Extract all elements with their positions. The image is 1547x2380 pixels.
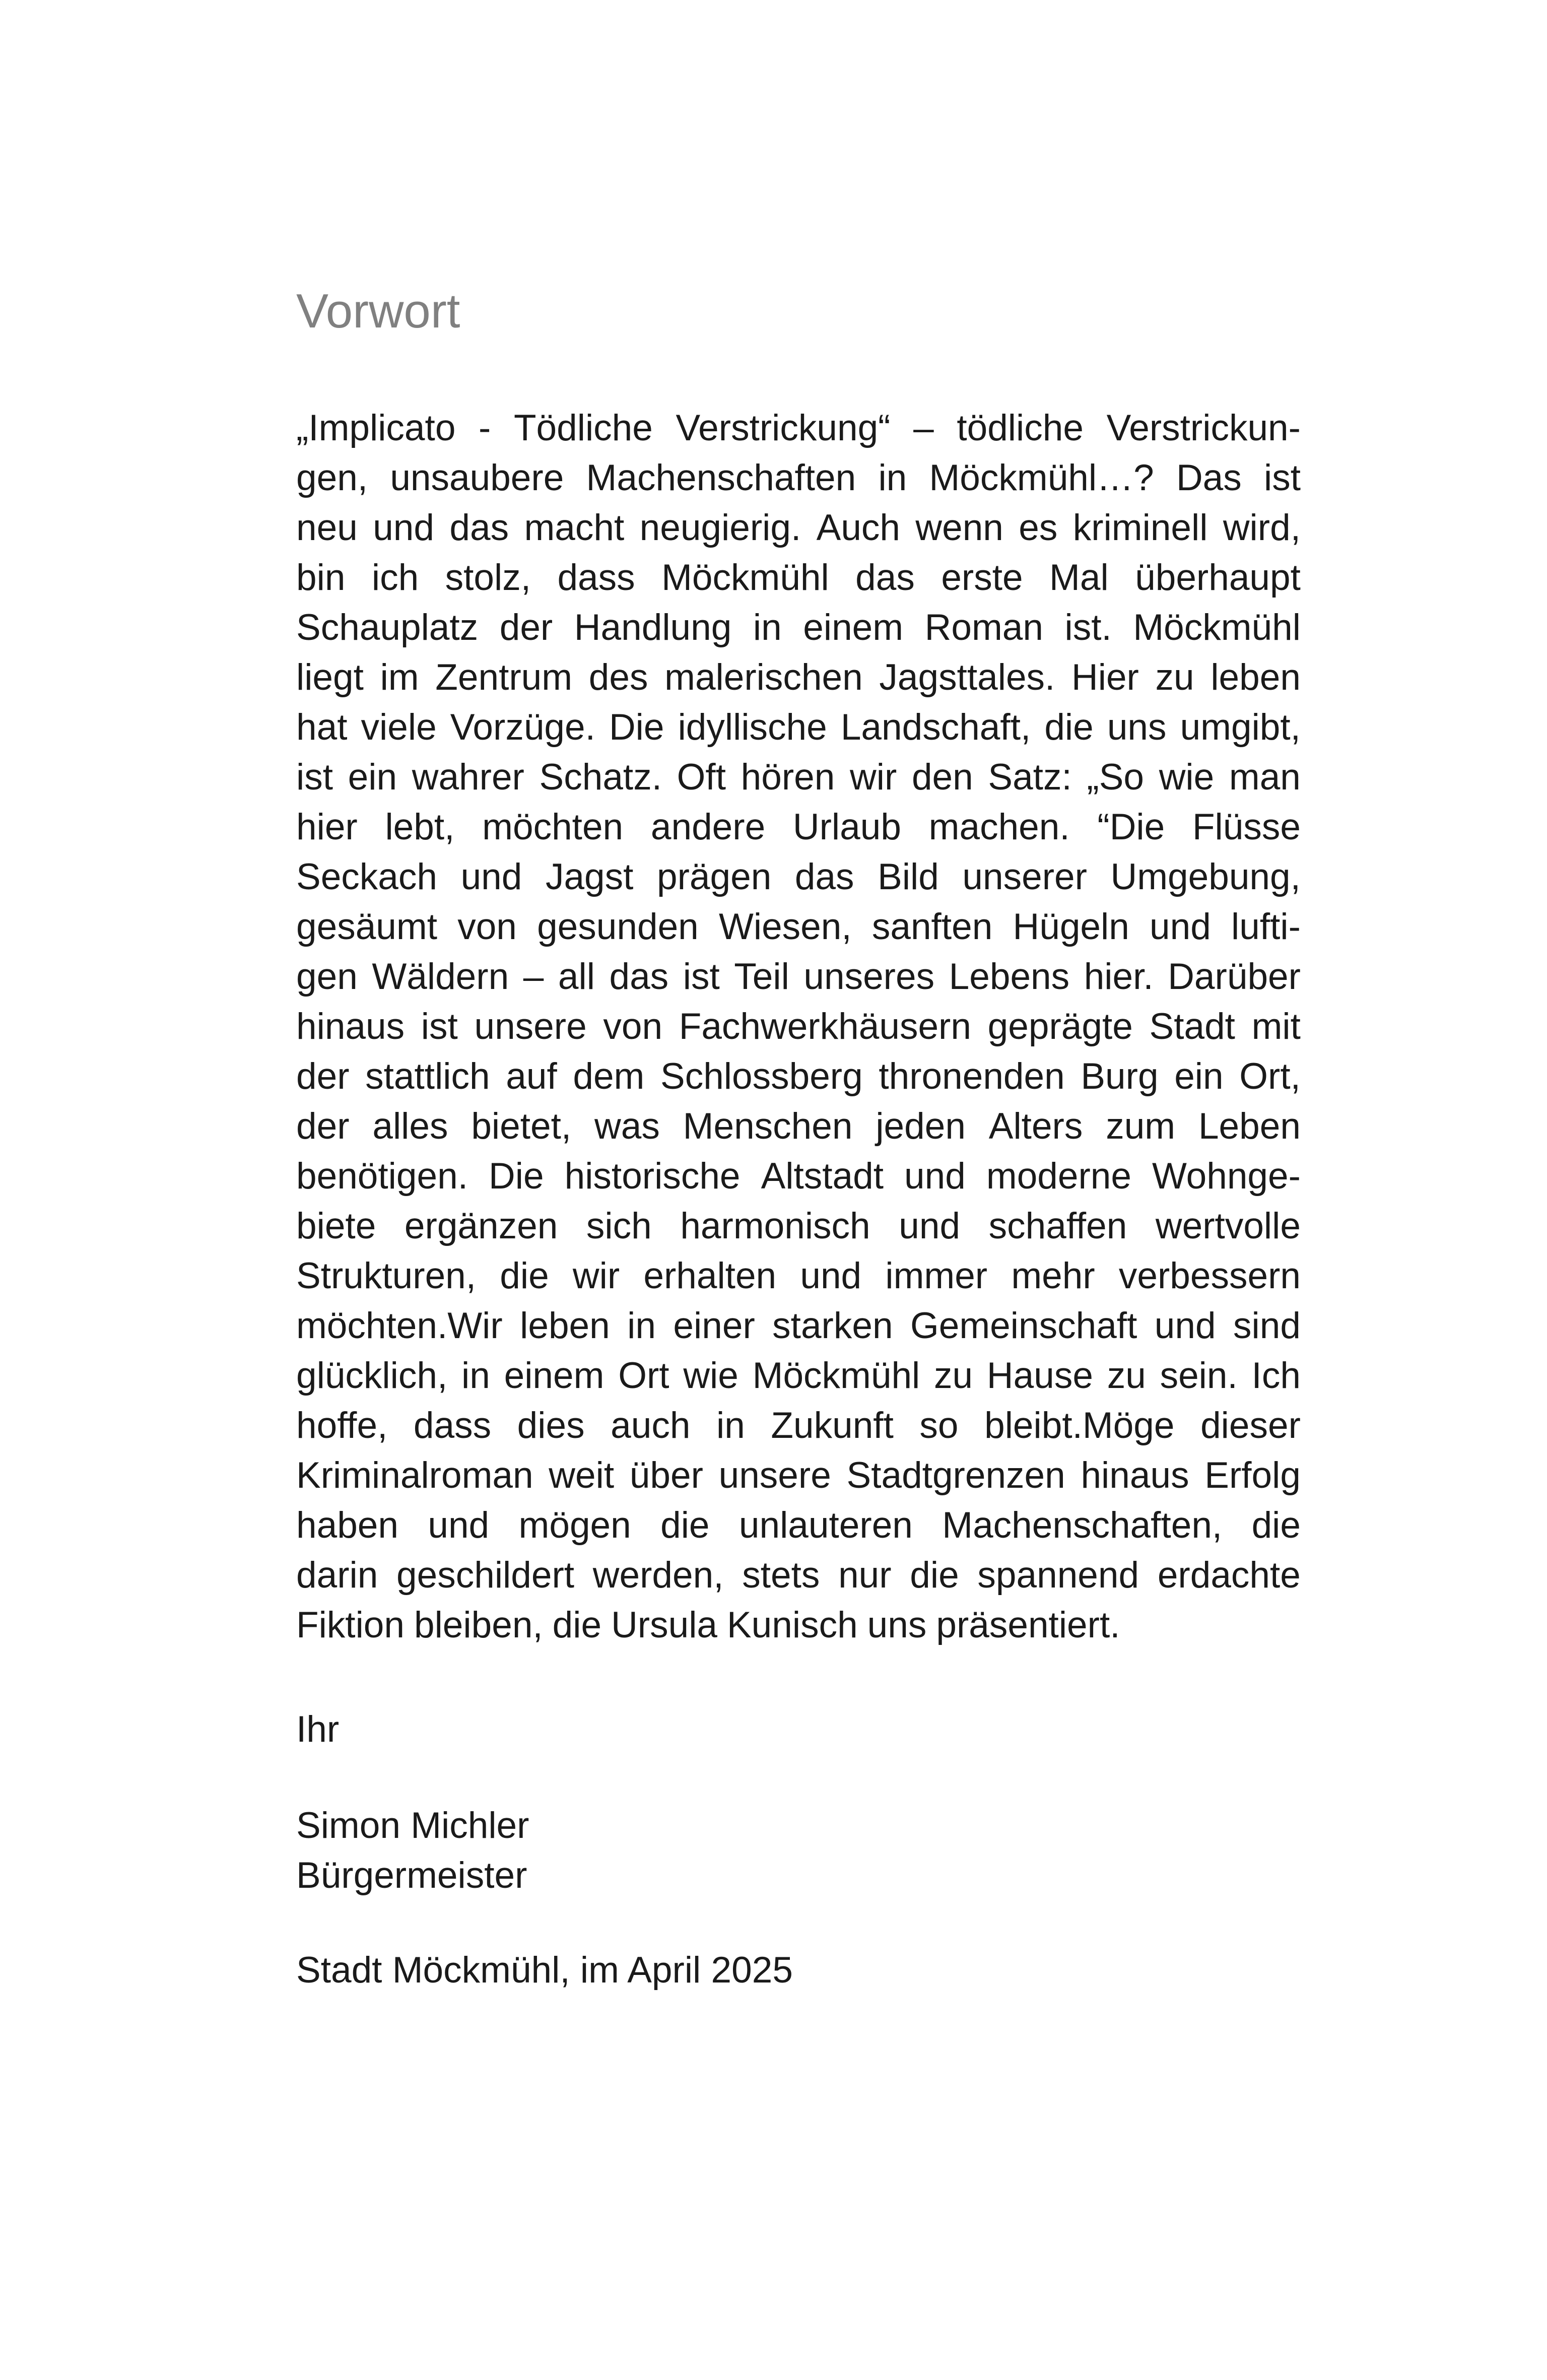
paragraph-word: Kriminalroman (296, 1455, 533, 1496)
paragraph-word: hören (741, 757, 835, 798)
paragraph-word: darin (296, 1555, 378, 1596)
paragraph-word: viele (361, 707, 437, 748)
paragraph-word: sanften (871, 906, 993, 947)
paragraph-line (296, 1550, 1301, 1600)
paragraph-word: und (904, 1156, 966, 1197)
paragraph-word: thronenden (879, 1056, 1065, 1097)
paragraph-word: gen (296, 956, 358, 997)
paragraph-word: das (794, 856, 854, 897)
paragraph-line (296, 1002, 1301, 1051)
paragraph-word: lebt, (385, 807, 455, 847)
paragraph-word: „Implicato (296, 408, 456, 448)
paragraph-word: ich (371, 557, 419, 598)
paragraph-word: Die (609, 707, 664, 748)
paragraph-word: Menschen (683, 1106, 853, 1147)
paragraph-word: starken (772, 1305, 893, 1346)
paragraph-word: sein. (1160, 1355, 1238, 1396)
paragraph-word: zu (1155, 657, 1194, 698)
paragraph-word: die (1251, 1505, 1301, 1546)
paragraph-word: der (499, 607, 553, 648)
paragraph-word: erdachte (1157, 1555, 1301, 1596)
paragraph-word: Möckmühl (661, 557, 829, 598)
paragraph-line (296, 603, 1301, 652)
paragraph-word: uns (1107, 707, 1167, 748)
paragraph-word: “Die (1097, 807, 1165, 847)
paragraph-word: geschildert (396, 1555, 575, 1596)
paragraph-word: Ich (1251, 1355, 1301, 1396)
paragraph-word: liegt (296, 657, 364, 698)
paragraph-word: zu (1107, 1355, 1146, 1396)
paragraph-word: ergänzen (404, 1206, 558, 1246)
paragraph-word: einer (673, 1305, 755, 1346)
paragraph-word: erste (941, 557, 1023, 598)
paragraph-word: Hügeln (1013, 906, 1129, 947)
paragraph-word: ist (683, 956, 720, 997)
paragraph-word: machen. (928, 807, 1070, 847)
paragraph-word: Darüber (1168, 956, 1301, 997)
paragraph-word: verbessern (1118, 1255, 1301, 1296)
paragraph-word: Handlung (574, 607, 732, 648)
paragraph-word: nur (838, 1555, 892, 1596)
paragraph-word: Auch (816, 507, 901, 548)
paragraph-word: uns (867, 1605, 927, 1645)
paragraph-word: Umgebung, (1110, 856, 1301, 897)
paragraph-word: wenn (915, 507, 1003, 548)
paragraph-word: moderne (986, 1156, 1132, 1197)
paragraph-word: und (460, 856, 522, 897)
paragraph-word: Ort, (1239, 1056, 1301, 1097)
paragraph-word: Wäldern (372, 956, 509, 997)
paragraph-word: Möckmühl…? (929, 457, 1154, 498)
paragraph-word: Stadtgrenzen (846, 1455, 1065, 1496)
paragraph-word: Leben (1198, 1106, 1301, 1147)
paragraph-line (296, 503, 1301, 553)
signer-title: Bürgermeister (296, 1855, 527, 1896)
paragraph-word: Ort (618, 1355, 669, 1396)
paragraph-word: hat (296, 707, 348, 748)
paragraph-word: Seckach (296, 856, 437, 897)
paragraph-word: stets (742, 1555, 820, 1596)
paragraph-word: unlauteren (738, 1505, 913, 1546)
paragraph-word: und (899, 1206, 961, 1246)
paragraph-word: ein (1174, 1056, 1224, 1097)
paragraph-word: benötigen. (296, 1156, 468, 1197)
paragraph-word: Zukunft (771, 1405, 894, 1446)
paragraph-word: malerischen (664, 657, 863, 698)
paragraph-word: auch (611, 1405, 691, 1446)
paragraph-word: bleiben, (414, 1605, 543, 1645)
paragraph-line (296, 1450, 1301, 1500)
paragraph-word: sind (1233, 1305, 1301, 1346)
paragraph-word: hier. (1084, 956, 1154, 997)
paragraph-word: Burg (1081, 1056, 1159, 1097)
paragraph-line (296, 802, 1301, 852)
paragraph-word: harmonisch (680, 1206, 870, 1246)
paragraph-word: das (449, 507, 509, 548)
paragraph-word: Mal (1049, 557, 1109, 598)
paragraph-line (296, 852, 1301, 902)
paragraph-word: all (558, 956, 595, 997)
paragraph-line (296, 1051, 1301, 1101)
paragraph-word: ist. (1064, 607, 1112, 648)
paragraph-word: mehr (1011, 1255, 1095, 1296)
paragraph-word: in (627, 1305, 656, 1346)
paragraph-line (296, 1351, 1301, 1401)
paragraph-word: die (500, 1255, 549, 1296)
paragraph-word: Landschaft, (840, 707, 1031, 748)
paragraph-line (296, 902, 1301, 952)
paragraph-line (296, 1401, 1301, 1450)
paragraph-word: der (296, 1056, 350, 1097)
paragraph-word: ist (296, 757, 333, 798)
paragraph-word: Alters (988, 1106, 1083, 1147)
paragraph-word: Wohnge- (1152, 1156, 1301, 1197)
paragraph-word: Schatz. (539, 757, 662, 798)
signer-name: Simon Michler (296, 1805, 529, 1846)
paragraph-word: Machenschaften (586, 457, 856, 498)
paragraph-word: Satz: (988, 757, 1072, 798)
paragraph-word: in (753, 607, 782, 648)
paragraph-word: Roman (924, 607, 1043, 648)
paragraph-word: Altstadt (761, 1156, 884, 1197)
paragraph-word: Gemeinschaft (910, 1305, 1137, 1346)
paragraph-word: Hier (1071, 657, 1139, 698)
closing-greeting: Ihr (296, 1709, 340, 1750)
paragraph-word: hoffe, (296, 1405, 388, 1446)
paragraph-word: Machenschaften, (942, 1505, 1223, 1546)
paragraph-word: mögen (518, 1505, 631, 1546)
paragraph-word: biete (296, 1206, 376, 1246)
paragraph-word: stattlich (365, 1056, 490, 1097)
paragraph-word: und (1154, 1305, 1216, 1346)
paragraph-word: und (373, 507, 434, 548)
paragraph-word: Fachwerkhäusern (679, 1006, 971, 1047)
paragraph-word: das (855, 557, 915, 598)
paragraph-line (296, 1301, 1301, 1351)
paragraph-word: Jagsttales. (879, 657, 1055, 698)
paragraph-line (296, 1251, 1301, 1301)
paragraph-word: ein (348, 757, 397, 798)
paragraph-word: Teil (734, 956, 789, 997)
paragraph-line (296, 652, 1301, 702)
paragraph-word: von (457, 906, 517, 947)
paragraph-word: alles (372, 1106, 448, 1147)
paragraph-word: immer (885, 1255, 988, 1296)
paragraph-word: unsere (718, 1455, 831, 1496)
paragraph-line (296, 403, 1301, 453)
paragraph-word: unsere (474, 1006, 587, 1047)
paragraph-word: haben (296, 1505, 398, 1546)
paragraph-word: zu (934, 1355, 973, 1396)
paragraph-word: unseres (803, 956, 935, 997)
paragraph-word: Die (489, 1156, 544, 1197)
paragraph-word: gesäumt (296, 906, 437, 947)
paragraph-word: bietet, (471, 1106, 572, 1147)
paragraph-word: Zentrum (435, 657, 573, 698)
paragraph-word: in (461, 1355, 490, 1396)
paragraph-word: Wiesen, (718, 906, 852, 947)
paragraph-word: idyllische (678, 707, 827, 748)
paragraph-word: möchten.Wir (296, 1305, 503, 1346)
paragraph-word: spannend (977, 1555, 1139, 1596)
foreword-paragraph (296, 403, 1301, 1650)
paragraph-word: Vorzüge. (450, 707, 595, 748)
paragraph-word: und (428, 1505, 490, 1546)
paragraph-word: der (296, 1106, 350, 1147)
paragraph-word: Fiktion (296, 1605, 405, 1645)
paragraph-word: Oft (677, 757, 726, 798)
paragraph-word: sich (586, 1206, 652, 1246)
paragraph-word: das (609, 956, 669, 997)
paragraph-word: und (800, 1255, 862, 1296)
paragraph-line (296, 1600, 1301, 1650)
paragraph-word: auf (506, 1056, 557, 1097)
paragraph-word: Das (1176, 457, 1242, 498)
paragraph-word: so (919, 1405, 959, 1446)
paragraph-word: Urlaub (792, 807, 901, 847)
paragraph-word: Schauplatz (296, 607, 479, 648)
paragraph-word: werden, (592, 1555, 724, 1596)
place-and-date: Stadt Möckmühl, im April 2025 (296, 1950, 793, 1991)
paragraph-word: hier (296, 807, 358, 847)
paragraph-word: wertvolle (1155, 1206, 1301, 1246)
paragraph-word: die (660, 1505, 710, 1546)
paragraph-word: wie (683, 1355, 738, 1396)
paragraph-word: die (910, 1555, 959, 1596)
paragraph-word: über (629, 1455, 703, 1496)
paragraph-word: jeden (876, 1106, 966, 1147)
paragraph-word: bin (296, 557, 346, 598)
paragraph-word: von (603, 1006, 663, 1047)
paragraph-word: weit (549, 1455, 615, 1496)
paragraph-word: überhaupt (1135, 557, 1301, 598)
paragraph-word: umgibt, (1180, 707, 1301, 748)
paragraph-word: Flüsse (1192, 807, 1301, 847)
page-heading: Vorwort (296, 284, 460, 338)
paragraph-word: Möckmühl (1133, 607, 1301, 648)
paragraph-line (296, 952, 1301, 1002)
paragraph-word: die (552, 1605, 602, 1645)
paragraph-word: in (878, 457, 907, 498)
paragraph-word: gen, (296, 457, 368, 498)
paragraph-word: den (911, 757, 973, 798)
paragraph-word: Jagst (545, 856, 634, 897)
paragraph-word: Möckmühl (752, 1355, 920, 1396)
paragraph-word: Bild (878, 856, 939, 897)
paragraph-word: man (1229, 757, 1301, 798)
paragraph-word: ist (421, 1006, 458, 1047)
paragraph-word: es (1019, 507, 1058, 548)
paragraph-word: wie (1159, 757, 1215, 798)
paragraph-word: – (913, 408, 934, 448)
paragraph-word: was (594, 1106, 660, 1147)
paragraph-line (296, 553, 1301, 603)
paragraph-word: die (1044, 707, 1094, 748)
paragraph-word: präsentiert. (936, 1605, 1120, 1645)
paragraph-word: stolz, (445, 557, 531, 598)
paragraph-word: historische (564, 1156, 741, 1197)
paragraph-word: Erfolg (1204, 1455, 1301, 1496)
paragraph-word: Verstrickun- (1106, 408, 1301, 448)
paragraph-word: geprägte (987, 1006, 1133, 1047)
paragraph-word: leben (520, 1305, 610, 1346)
paragraph-word: dem (573, 1056, 645, 1097)
paragraph-word: zum (1106, 1106, 1176, 1147)
paragraph-word: mit (1251, 1006, 1301, 1047)
paragraph-word: glücklich, (296, 1355, 448, 1396)
paragraph-word: in (716, 1405, 745, 1446)
paragraph-word: im (380, 657, 419, 698)
paragraph-word: macht (524, 507, 625, 548)
paragraph-word: schaffen (988, 1206, 1127, 1246)
paragraph-line (296, 1500, 1301, 1550)
paragraph-word: des (588, 657, 648, 698)
paragraph-word: wahrer (412, 757, 524, 798)
paragraph-line (296, 752, 1301, 802)
paragraph-word: einem (504, 1355, 604, 1396)
paragraph-word: leben (1210, 657, 1301, 698)
paragraph-word: – (523, 956, 544, 997)
paragraph-word: lufti- (1231, 906, 1301, 947)
paragraph-word: Schlossberg (660, 1056, 863, 1097)
paragraph-word: dass (557, 557, 635, 598)
paragraph-word: Lebens (949, 956, 1070, 997)
paragraph-word: Kunisch (726, 1605, 858, 1645)
paragraph-word: neugierig. (639, 507, 801, 548)
paragraph-word: Hause (986, 1355, 1093, 1396)
paragraph-line (296, 1151, 1301, 1201)
paragraph-word: tödliche (957, 408, 1084, 448)
paragraph-word: einem (803, 607, 904, 648)
paragraph-word: „So (1087, 757, 1145, 798)
paragraph-word: Ursula (611, 1605, 718, 1645)
paragraph-line (296, 453, 1301, 503)
paragraph-word: kriminell (1072, 507, 1208, 548)
paragraph-line (296, 702, 1301, 752)
paragraph-word: hinaus (296, 1006, 405, 1047)
paragraph-word: möchten (482, 807, 624, 847)
paragraph-word: gesunden (537, 906, 699, 947)
paragraph-word: dieser (1200, 1405, 1301, 1446)
paragraph-word: andere (650, 807, 766, 847)
paragraph-word: dass (413, 1405, 492, 1446)
paragraph-word: neu (296, 507, 358, 548)
paragraph-word: erhalten (643, 1255, 777, 1296)
paragraph-line (296, 1101, 1301, 1151)
paragraph-word: wir (850, 757, 897, 798)
paragraph-word: Strukturen, (296, 1255, 477, 1296)
paragraph-word: hinaus (1081, 1455, 1189, 1496)
paragraph-line (296, 1201, 1301, 1251)
paragraph-word: Tödliche (513, 408, 653, 448)
paragraph-word: unserer (962, 856, 1087, 897)
paragraph-word: Verstrickung“ (676, 408, 891, 448)
paragraph-word: wir (572, 1255, 620, 1296)
paragraph-word: wird, (1223, 507, 1301, 548)
paragraph-word: unsaubere (390, 457, 564, 498)
paragraph-word: prägen (656, 856, 772, 897)
paragraph-word: ist (1263, 457, 1301, 498)
paragraph-word: - (479, 408, 491, 448)
paragraph-word: dies (517, 1405, 585, 1446)
paragraph-word: und (1150, 906, 1211, 947)
paragraph-word: bleibt.Möge (984, 1405, 1175, 1446)
paragraph-word: Stadt (1149, 1006, 1235, 1047)
